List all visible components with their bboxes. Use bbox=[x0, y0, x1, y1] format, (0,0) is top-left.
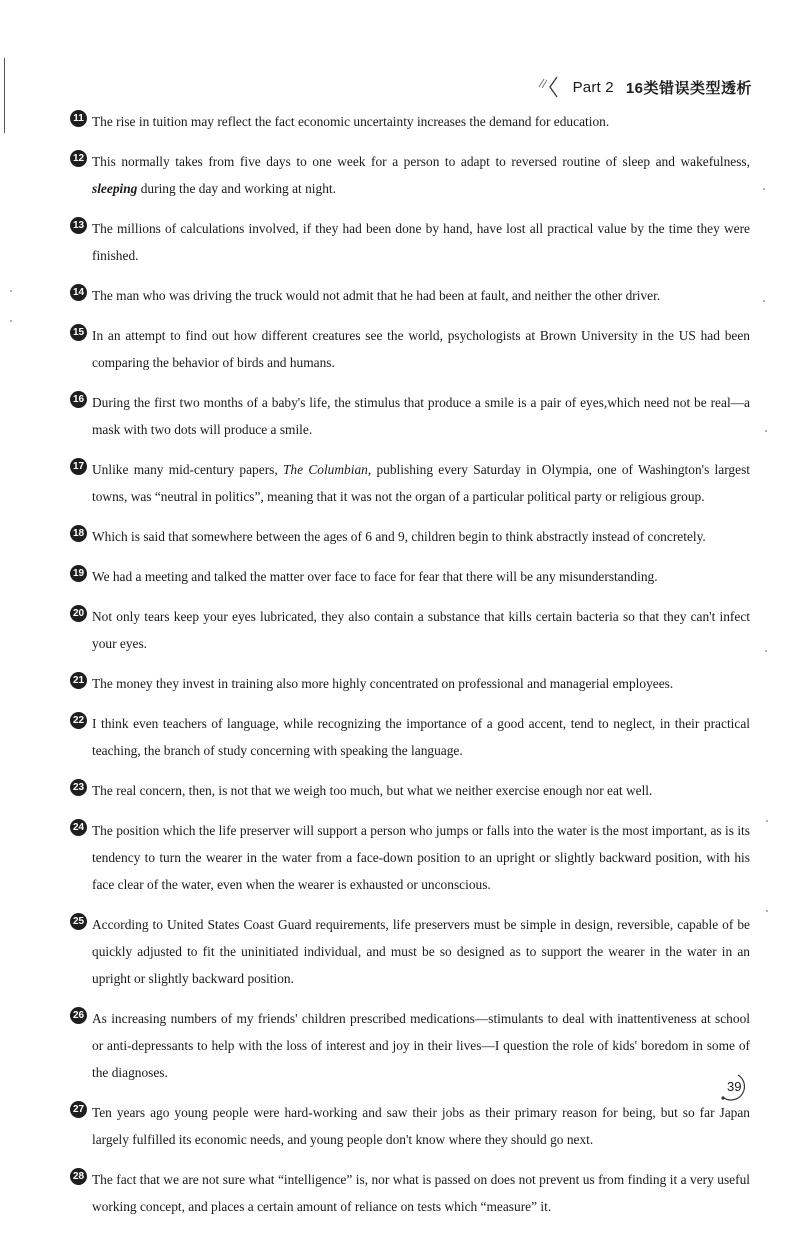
item-text-before: Unlike many mid-century papers, bbox=[92, 462, 283, 477]
list-item bbox=[70, 817, 750, 898]
list-item bbox=[70, 282, 750, 309]
list-item bbox=[70, 148, 750, 202]
item-number-badge: 27 bbox=[70, 1101, 87, 1118]
item-text bbox=[92, 148, 750, 202]
header-title: 16类错误类型透析 bbox=[625, 79, 752, 97]
item-text: I think even teachers of language, while recognizing the importance of a good accent, tend to neglect, in their practical teaching, the branch of study concerning with speaking the language. bbox=[92, 716, 750, 758]
item-text: Which is said that somewhere between the ages of 6 and 9, children begin to think abstractly instead of concretely. bbox=[92, 529, 706, 544]
item-number-badge: 14 bbox=[70, 284, 87, 301]
scan-speck bbox=[766, 910, 768, 912]
list-item bbox=[70, 777, 750, 804]
item-text: The millions of calculations involved, if they had been done by hand, have lost all practical value by the time they were finished. bbox=[92, 221, 750, 263]
emphasized-word: sleeping bbox=[92, 181, 138, 196]
scan-speck bbox=[763, 300, 765, 302]
scan-speck bbox=[10, 290, 12, 292]
item-number-badge: 12 bbox=[70, 150, 87, 167]
item-number-badge: 11 bbox=[70, 110, 87, 127]
list-item bbox=[70, 1099, 750, 1153]
scan-speck bbox=[766, 820, 768, 822]
list-item bbox=[70, 670, 750, 697]
item-number-badge: 28 bbox=[70, 1168, 87, 1185]
item-text: We had a meeting and talked the matter over face to face for fear that there will be any misunderstanding. bbox=[92, 569, 658, 584]
page-number: 39 bbox=[727, 1079, 742, 1094]
sentence-list bbox=[70, 108, 750, 1233]
header-part-label: Part 2 bbox=[572, 78, 614, 96]
item-text: The position which the life preserver will support a person who jumps or falls into the water is the most important, as is its tendency to turn the wearer in the water from a face-down position to an upright or slightly backward position, with his face clear of the water, even when the wearer is exhausted or unconscious. bbox=[92, 823, 750, 892]
item-number-badge: 18 bbox=[70, 525, 87, 542]
item-text: Ten years ago young people were hard-working and saw their jobs as their primary reason for being, but so far Japan largely fulfilled its economic needs, and young people don't know where they should go next. bbox=[92, 1105, 750, 1147]
item-number-badge: 19 bbox=[70, 565, 87, 582]
item-text: The rise in tuition may reflect the fact economic uncertainty increases the demand for education. bbox=[92, 114, 610, 129]
list-item bbox=[70, 1005, 750, 1086]
header-bracket-icon bbox=[537, 74, 565, 100]
newspaper-title: The Columbian bbox=[282, 462, 368, 477]
item-text: In an attempt to find out how different creatures see the world, psychologists at Brown University in the US had been comparing the behavior of birds and humans. bbox=[92, 328, 750, 370]
item-text-before: This normally takes from five days to one week for a person to adapt to reversed routine of sleep and wakefulness, bbox=[92, 154, 750, 169]
item-text: The money they invest in training also more highly concentrated on professional and managerial employees. bbox=[92, 676, 674, 691]
item-number-badge: 21 bbox=[70, 672, 87, 689]
item-text: Not only tears keep your eyes lubricated, they also contain a substance that kills certain bacteria so that they can't infect your eyes. bbox=[92, 609, 750, 651]
list-item bbox=[70, 563, 750, 590]
list-item bbox=[70, 108, 750, 135]
item-number-badge: 16 bbox=[70, 391, 87, 408]
item-number-badge: 15 bbox=[70, 324, 87, 341]
list-item bbox=[70, 603, 750, 657]
item-text: During the first two months of a baby's life, the stimulus that produce a smile is a pair of eyes,which need not be real—a mask with two dots will produce a smile. bbox=[92, 395, 750, 437]
scan-speck bbox=[765, 650, 767, 652]
item-text: As increasing numbers of my friends' children prescribed medications—stimulants to deal with inattentiveness at school or anti-depressants to help with the loss of interest and joy in their lives—I question the role of kids' boredom in some of the diagnoses. bbox=[92, 1011, 750, 1080]
list-item bbox=[70, 456, 750, 510]
list-item bbox=[70, 322, 750, 376]
item-text-after: during the day and working at night. bbox=[137, 181, 336, 196]
list-item bbox=[70, 710, 750, 764]
item-number-badge: 26 bbox=[70, 1007, 87, 1024]
scan-speck bbox=[765, 430, 767, 432]
list-item bbox=[70, 523, 750, 550]
page-header bbox=[537, 74, 752, 100]
margin-rule bbox=[4, 58, 5, 133]
item-text bbox=[92, 456, 750, 510]
item-text: The man who was driving the truck would not admit that he had been at fault, and neither the other driver. bbox=[92, 288, 661, 303]
item-number-badge: 17 bbox=[70, 458, 87, 475]
item-number-badge: 13 bbox=[70, 217, 87, 234]
scan-speck bbox=[763, 188, 765, 190]
list-item bbox=[70, 1166, 750, 1220]
item-number-badge: 25 bbox=[70, 913, 87, 930]
item-number-badge: 20 bbox=[70, 605, 87, 622]
item-text: According to United States Coast Guard requirements, life preservers must be simple in design, reversible, capable of be quickly adjusted to fit the uninitiated individual, and must be so designed as to support the wearer in the water in an upright or slightly backward position. bbox=[92, 917, 750, 986]
item-number-badge: 22 bbox=[70, 712, 87, 729]
list-item bbox=[70, 911, 750, 992]
item-text: The fact that we are not sure what “intelligence” is, nor what is passed on does not prevent us from finding it a very useful working concept, and places a certain amount of reliance on tests which “measure” it. bbox=[92, 1172, 750, 1214]
scan-speck bbox=[10, 320, 12, 322]
list-item bbox=[70, 389, 750, 443]
item-text: The real concern, then, is not that we weigh too much, but what we neither exercise enough nor eat well. bbox=[92, 783, 653, 798]
list-item bbox=[70, 215, 750, 269]
item-number-badge: 24 bbox=[70, 819, 87, 836]
item-text-after: , publishing every Saturday in Olympia, one of Washington's largest towns, was “neutral in politics”, meaning that it was not the organ of a particular political party or religious group. bbox=[92, 462, 751, 504]
item-number-badge: 23 bbox=[70, 779, 87, 796]
